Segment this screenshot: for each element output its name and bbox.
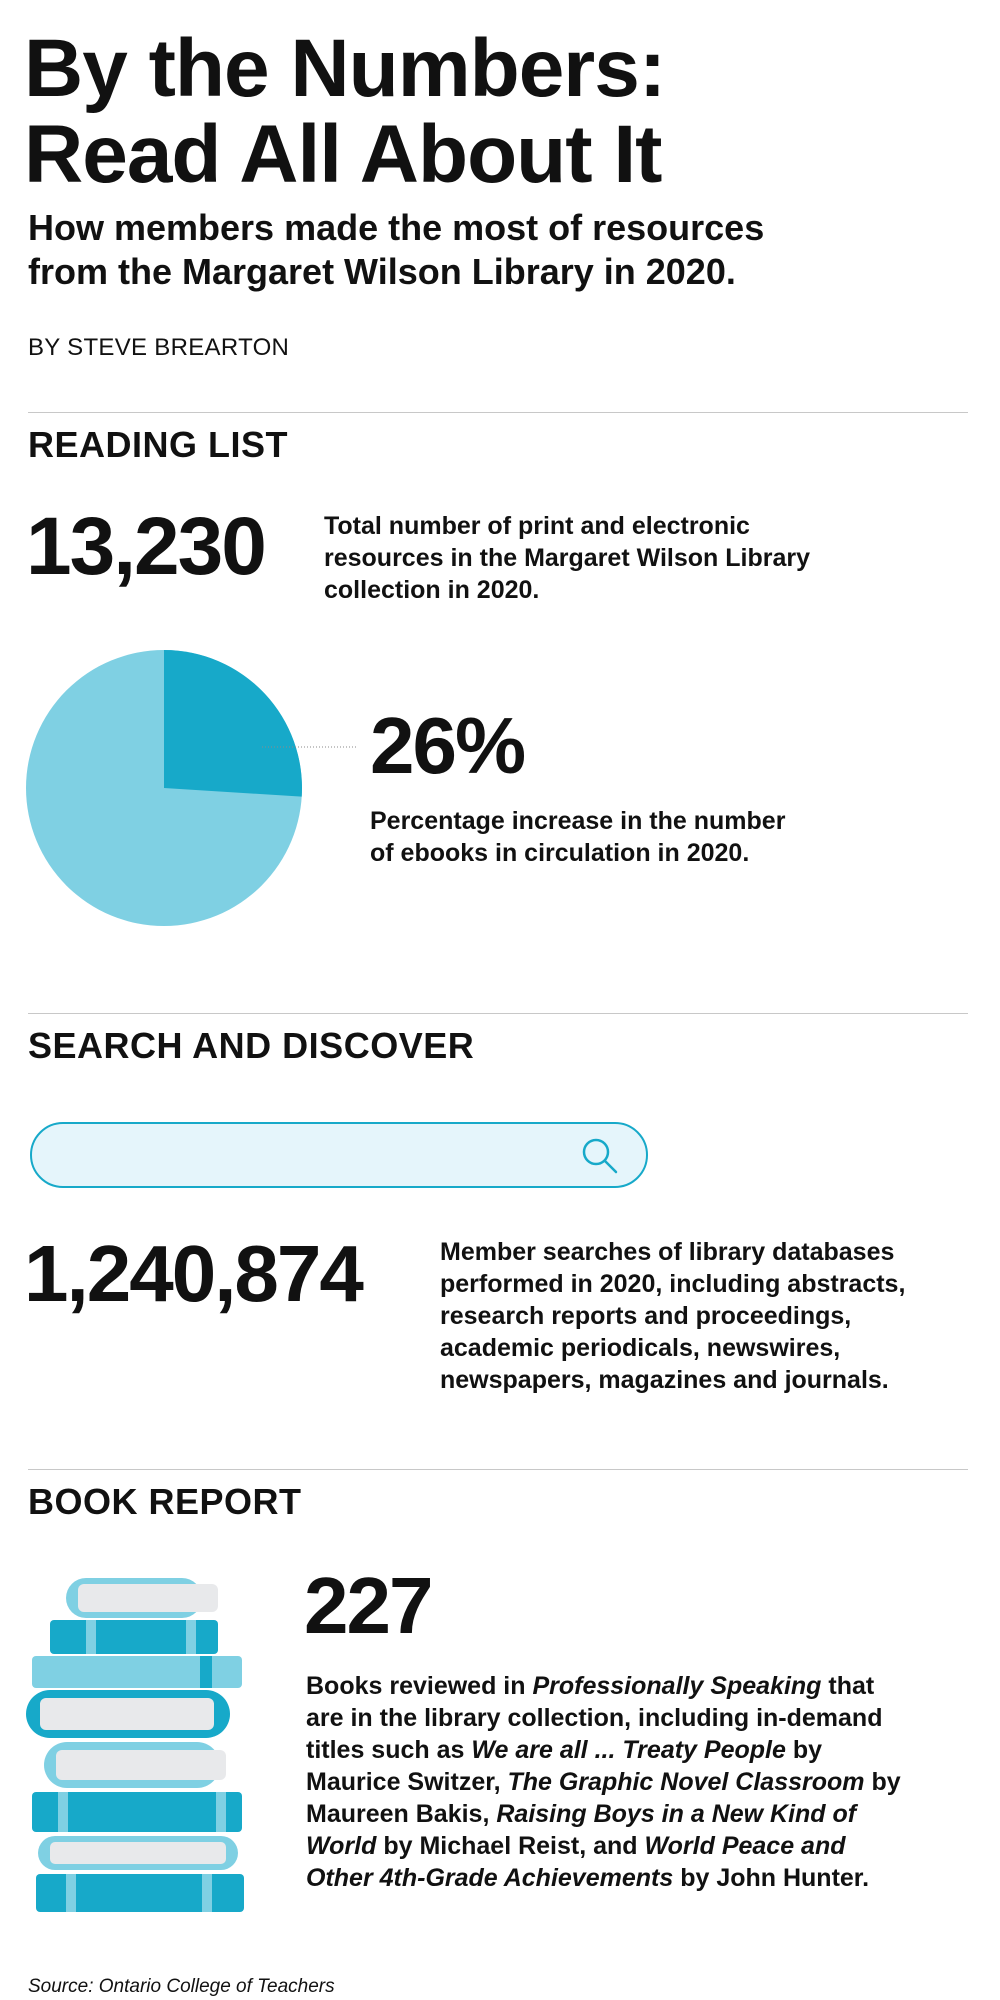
- desc-text: by Michael Reist, and: [376, 1832, 645, 1860]
- searches-value: 1,240,874: [24, 1229, 362, 1318]
- searches-desc-line: newspapers, magazines and journals.: [440, 1366, 889, 1394]
- divider: [28, 1469, 968, 1470]
- books-reviewed-desc: [306, 1670, 906, 1894]
- searches-desc: [440, 1236, 905, 1396]
- desc-text: by John Hunter.: [673, 1864, 870, 1892]
- total-desc-line: resources in the Margaret Wilson Library: [324, 544, 811, 572]
- book-title: The Graphic Novel Classroom: [507, 1768, 865, 1796]
- ebook-desc-line: of ebooks in circulation in 2020.: [370, 839, 750, 867]
- divider: [28, 1013, 968, 1014]
- page-title: [24, 23, 924, 200]
- source-note: Source: Ontario College of Teachers: [28, 1976, 335, 1997]
- desc-text: by Maurice Switzer,: [306, 1736, 822, 1796]
- search-icon: [580, 1136, 620, 1176]
- total-resources-value: 13,230: [26, 501, 265, 592]
- title-line-2: Read All About It: [24, 109, 662, 200]
- divider: [28, 412, 968, 413]
- byline: BY STEVE BREARTON: [28, 334, 290, 361]
- search-heading: SEARCH AND DISCOVER: [28, 1025, 475, 1066]
- searches-desc-line: Member searches of library databases: [440, 1238, 895, 1266]
- subtitle-line-2: from the Margaret Wilson Library in 2020.: [28, 251, 736, 292]
- book-report-heading: BOOK REPORT: [28, 1481, 302, 1522]
- searches-desc-line: research reports and proceedings,: [440, 1302, 852, 1330]
- total-resources-desc: [324, 510, 810, 606]
- searches-desc-line: academic periodicals, newswires,: [440, 1334, 841, 1362]
- book-title: Raising Boys in a New Kind of World: [306, 1800, 857, 1860]
- book-title: World Peace and Other 4th-Grade Achievements: [306, 1832, 846, 1892]
- total-desc-line: Total number of print and electronic: [324, 512, 750, 540]
- book-stack-icon: [26, 1576, 252, 1914]
- desc-text: by Maureen Bakis,: [306, 1768, 901, 1828]
- publication-title: Professionally Speaking: [532, 1672, 822, 1700]
- books-reviewed-value: 227: [304, 1561, 432, 1650]
- ebook-pie-chart: [24, 650, 364, 930]
- searches-desc-line: performed in 2020, including abstracts,: [440, 1270, 906, 1298]
- ebook-percent-desc: [370, 805, 785, 869]
- total-desc-line: collection in 2020.: [324, 576, 540, 604]
- book-title: We are all ... Treaty People: [471, 1736, 786, 1764]
- search-bar-illustration: [30, 1122, 648, 1188]
- ebook-desc-line: Percentage increase in the number: [370, 807, 786, 835]
- subtitle-line-1: How members made the most of resources: [28, 207, 765, 248]
- ebook-percent-value: 26%: [370, 701, 525, 790]
- pie-slice-ebooks: [164, 650, 302, 797]
- title-line-1: By the Numbers:: [24, 23, 666, 114]
- reading-list-heading: READING LIST: [28, 424, 289, 465]
- subtitle: [28, 206, 888, 294]
- desc-text: that are in the library collection, including in-demand titles such as: [306, 1672, 883, 1764]
- desc-text: Books reviewed in: [306, 1672, 533, 1700]
